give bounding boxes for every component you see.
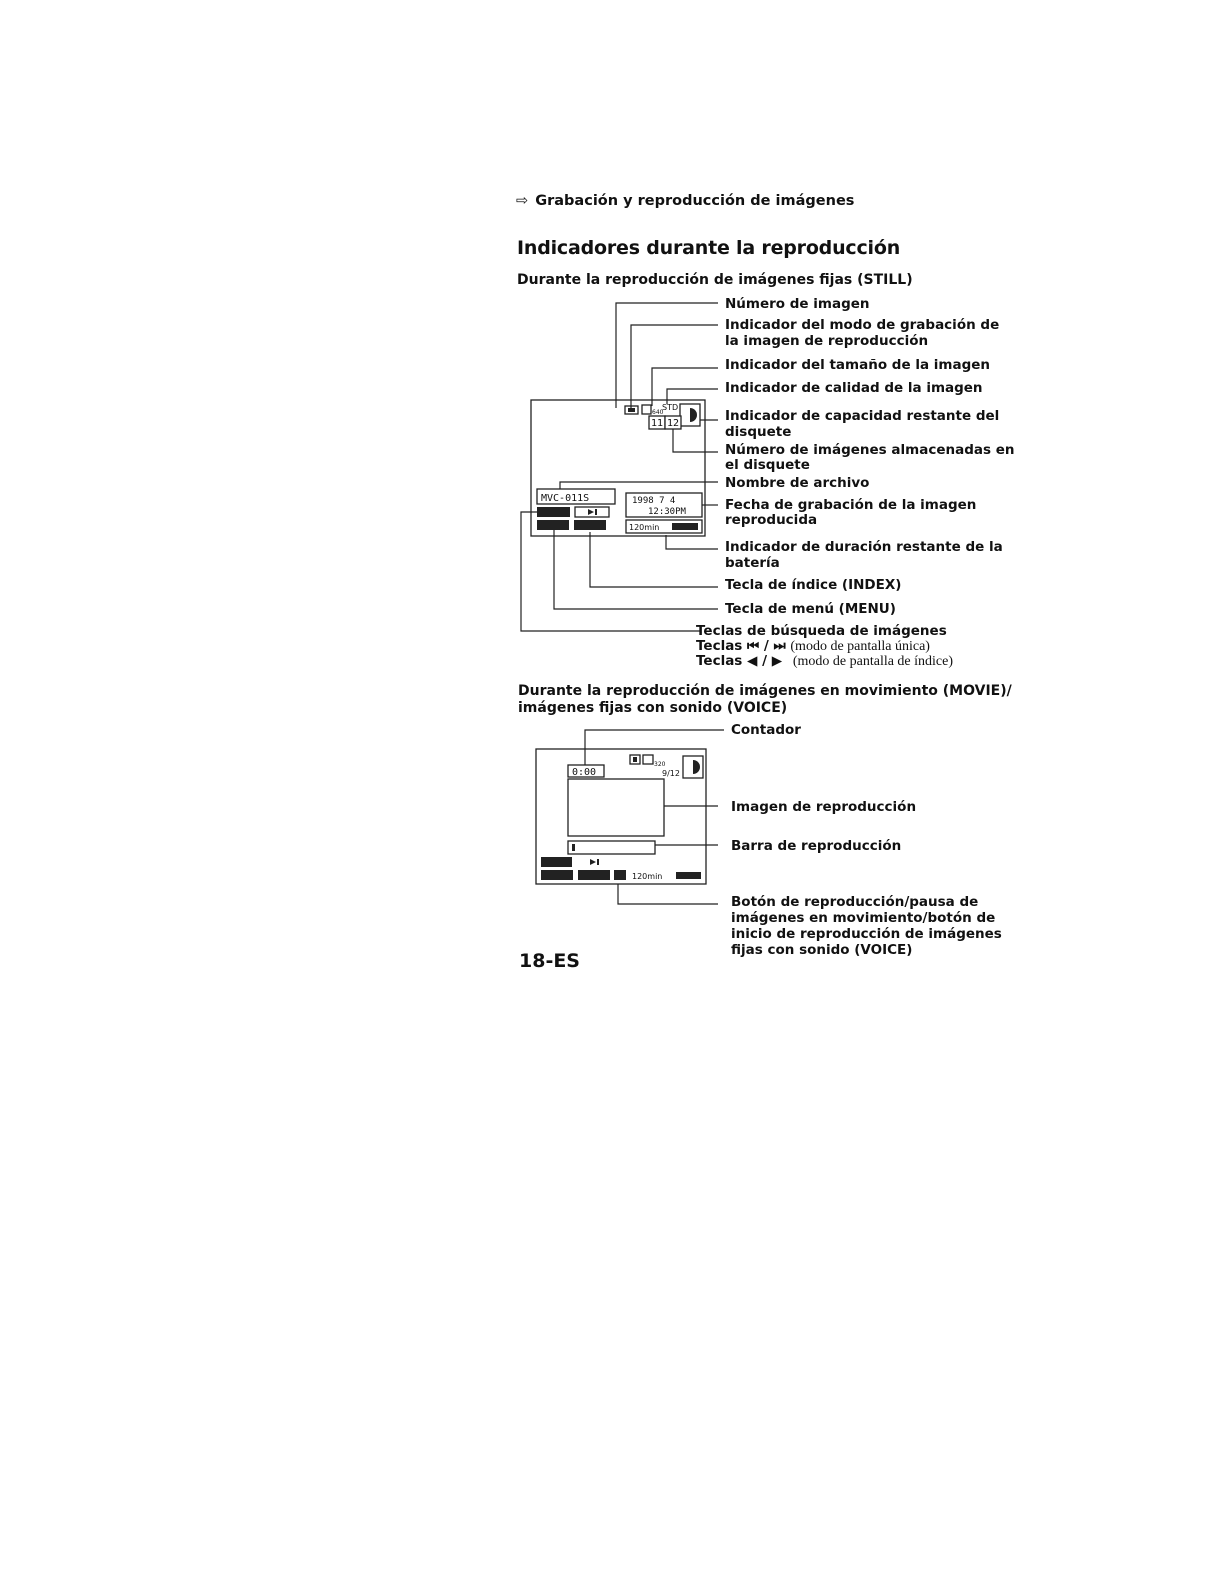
movie-lcd-diagram — [536, 730, 724, 904]
label-battery-2: batería — [725, 555, 780, 571]
search-prev-button — [537, 507, 570, 517]
movie-battery-time: 120min — [632, 872, 663, 881]
label-image-size: Indicador del tamaño de la imagen — [725, 357, 990, 373]
battery-time: 120min — [629, 523, 660, 532]
menu-button — [537, 520, 569, 530]
label-filename: Nombre de archivo — [725, 475, 870, 491]
movie-size: 320 — [654, 761, 666, 768]
keys-index-mode — [696, 653, 953, 670]
label-disk-capacity: Indicador de capacidad restante del — [725, 408, 1000, 424]
label-record-date: Fecha de grabación de la imagen — [725, 497, 977, 513]
label-playback-bar: Barra de reproducción — [731, 838, 902, 854]
movie-prev-button — [541, 857, 572, 867]
label-play-button-3: inicio de reproducción de imágenes — [731, 926, 1002, 942]
page-number: 18-ES — [519, 950, 580, 972]
playback-image — [568, 779, 664, 836]
movie-extra-button — [614, 870, 626, 880]
label-stored-images-2: el disquete — [725, 457, 810, 473]
total-images: 12 — [667, 418, 680, 429]
movie-subheading-1: Durante la reproducción de imágenes en movimiento (MOVIE)/ — [518, 683, 1012, 699]
label-play-button-4: fijas con sonido (VOICE) — [731, 942, 913, 958]
image-size-icon — [642, 405, 651, 414]
label-record-mode: Indicador del modo de grabación de — [725, 317, 1000, 333]
label-disk-capacity-2: disquete — [725, 424, 792, 440]
keys-single-label: Teclas ⏮ / ⏭ — [696, 638, 786, 654]
label-search-keys: Teclas de búsqueda de imágenes — [696, 623, 947, 639]
date: 1998 7 4 — [632, 496, 676, 506]
keys-single-desc: (modo de pantalla única) — [790, 639, 930, 654]
still-subheading: Durante la reproducción de imágenes fijas (STILL) — [517, 272, 913, 288]
label-playback-image: Imagen de reproducción — [731, 799, 917, 815]
label-stored-images: Número de imágenes almacenadas en — [725, 442, 1015, 458]
movie-menu-button — [541, 870, 573, 880]
movie-index-button — [578, 870, 610, 880]
label-index-key: Tecla de índice (INDEX) — [725, 577, 902, 593]
filename: MVC-011S — [541, 493, 590, 504]
label-play-button-1: Botón de reproducción/pausa de — [731, 894, 979, 910]
label-image-quality: Indicador de calidad de la imagen — [725, 380, 983, 396]
index-button — [574, 520, 606, 530]
label-menu-key: Tecla de menú (MENU) — [725, 601, 896, 617]
movie-size-icon — [643, 755, 653, 764]
label-battery: Indicador de duración restante de la — [725, 539, 1003, 555]
battery-icon — [672, 523, 698, 530]
image-count: 9/12 — [662, 769, 680, 778]
page-title: Indicadores durante la reproducción — [517, 237, 901, 259]
label-play-button-2: imágenes en movimiento/botón de — [731, 910, 996, 926]
label-counter: Contador — [731, 722, 801, 738]
label-record-date-2: reproducida — [725, 512, 818, 528]
counter: 0:00 — [572, 767, 597, 778]
keys-index-desc: (modo de pantalla de índice) — [792, 654, 954, 669]
keys-index-label: Teclas ◀ / ▶ — [696, 653, 783, 669]
movie-subheading-2: imágenes fijas con sonido (VOICE) — [518, 700, 788, 716]
section-title: Grabación y reproducción de imágenes — [535, 193, 855, 209]
svg-text:640: 640 — [652, 409, 664, 416]
time: 12:30PM — [648, 507, 686, 517]
label-image-number: Número de imagen — [725, 296, 870, 312]
playback-bar — [568, 841, 655, 854]
quality-label: STD — [662, 403, 679, 412]
image-number: 11 — [651, 418, 664, 429]
movie-battery-icon — [676, 872, 701, 879]
label-record-mode-2: la imagen de reproducción — [725, 333, 929, 349]
arrow-right-icon: ⇨ — [516, 193, 529, 209]
still-lcd-diagram — [521, 303, 718, 631]
